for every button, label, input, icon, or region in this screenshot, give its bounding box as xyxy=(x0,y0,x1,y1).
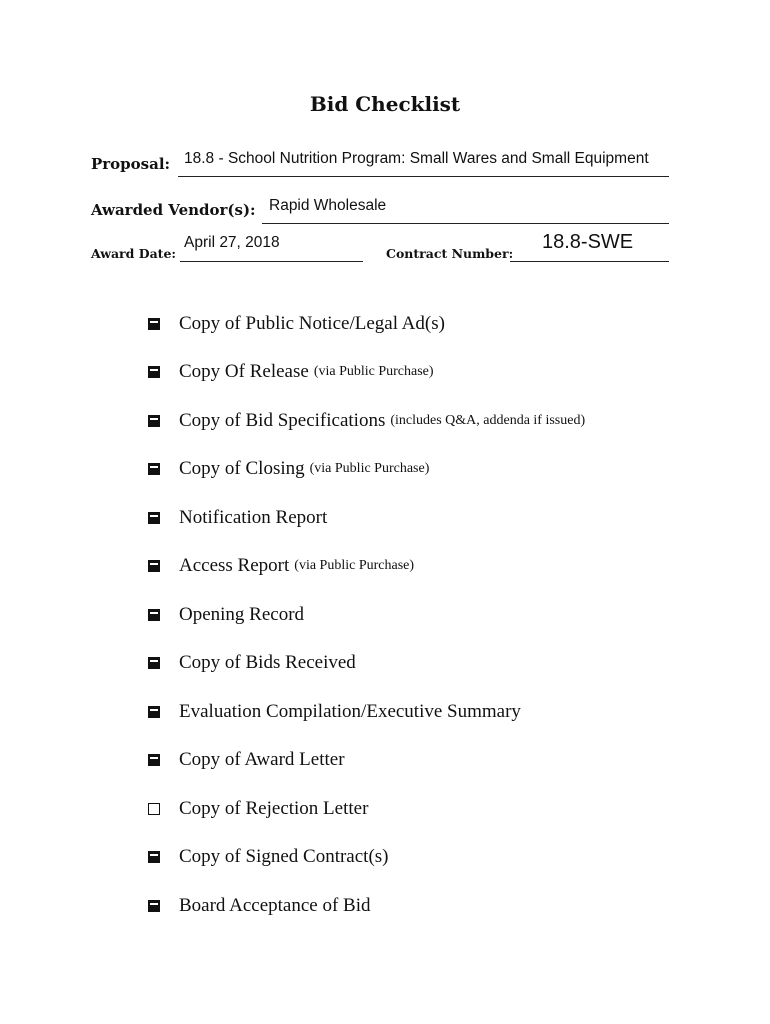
checkbox[interactable] xyxy=(148,415,160,427)
checklist-item-label: Copy of Public Notice/Legal Ad(s) xyxy=(179,313,445,334)
checklist-item-release xyxy=(148,356,434,388)
checklist-item-label: Notification Report xyxy=(179,507,328,528)
checklist-item-bid-specifications xyxy=(148,405,585,437)
checklist-item-label: Copy of Bids Received xyxy=(179,652,356,673)
checklist-item-label: Copy of Signed Contract(s) xyxy=(179,846,389,867)
checklist-item-bids-received xyxy=(148,647,356,679)
contract-number-value: 18.8-SWE xyxy=(542,231,634,253)
checklist-item-label: Evaluation Compilation/Executive Summary xyxy=(179,701,521,722)
checklist-item-label: Board Acceptance of Bid xyxy=(179,895,371,916)
award-date-value: April 27, 2018 xyxy=(184,234,280,251)
checklist-item-board-acceptance xyxy=(148,890,371,922)
checkbox[interactable] xyxy=(148,657,160,669)
checkbox[interactable] xyxy=(148,560,160,572)
checkbox[interactable] xyxy=(148,706,160,718)
checklist-item-award-letter xyxy=(148,744,345,776)
checklist-item-label: Copy of Rejection Letter xyxy=(179,798,369,819)
checkbox[interactable] xyxy=(148,366,160,378)
checklist-item-evaluation-summary xyxy=(148,696,521,728)
checklist-item-label: Copy of Award Letter xyxy=(179,749,345,770)
checklist-item-note: (via Public Purchase) xyxy=(313,364,434,379)
checkbox[interactable] xyxy=(148,803,160,815)
vendor-label: Awarded Vendor(s): xyxy=(91,201,256,219)
proposal-label: Proposal: xyxy=(91,155,171,173)
proposal-value: 18.8 - School Nutrition Program: Small Wares and Small Equipment xyxy=(184,150,649,167)
checklist-item-label: Opening Record xyxy=(179,604,305,625)
award-date-label: Award Date: xyxy=(91,246,177,261)
page-title: Bid Checklist xyxy=(309,92,461,116)
checkbox[interactable] xyxy=(148,463,160,475)
checklist-item-closing xyxy=(148,453,429,485)
vendor-value: Rapid Wholesale xyxy=(269,197,387,214)
checklist-item-note: (includes Q&A, addenda if issued) xyxy=(390,413,586,428)
checklist-item-notification-report xyxy=(148,502,327,534)
checklist-item-note: (via Public Purchase) xyxy=(309,461,430,476)
checklist-item-label: Copy Of Release xyxy=(179,361,309,382)
checkbox[interactable] xyxy=(148,754,160,766)
checklist-item-access-report xyxy=(148,550,414,582)
checklist-item-label: Copy of Bid Specifications xyxy=(179,410,386,431)
checkbox[interactable] xyxy=(148,851,160,863)
checklist-item-rejection-letter xyxy=(148,793,368,825)
checkbox[interactable] xyxy=(148,512,160,524)
checklist-item-label: Copy of Closing xyxy=(179,458,305,479)
contract-number-label: Contract Number: xyxy=(386,246,514,261)
checkbox[interactable] xyxy=(148,318,160,330)
checklist-item-public-notice xyxy=(148,308,445,340)
checkbox[interactable] xyxy=(148,609,160,621)
checklist-item-opening-record xyxy=(148,599,304,631)
checkbox[interactable] xyxy=(148,900,160,912)
checklist-item-note: (via Public Purchase) xyxy=(294,558,415,573)
checklist-item-label: Access Report xyxy=(179,555,290,576)
checklist-item-signed-contracts xyxy=(148,841,389,873)
